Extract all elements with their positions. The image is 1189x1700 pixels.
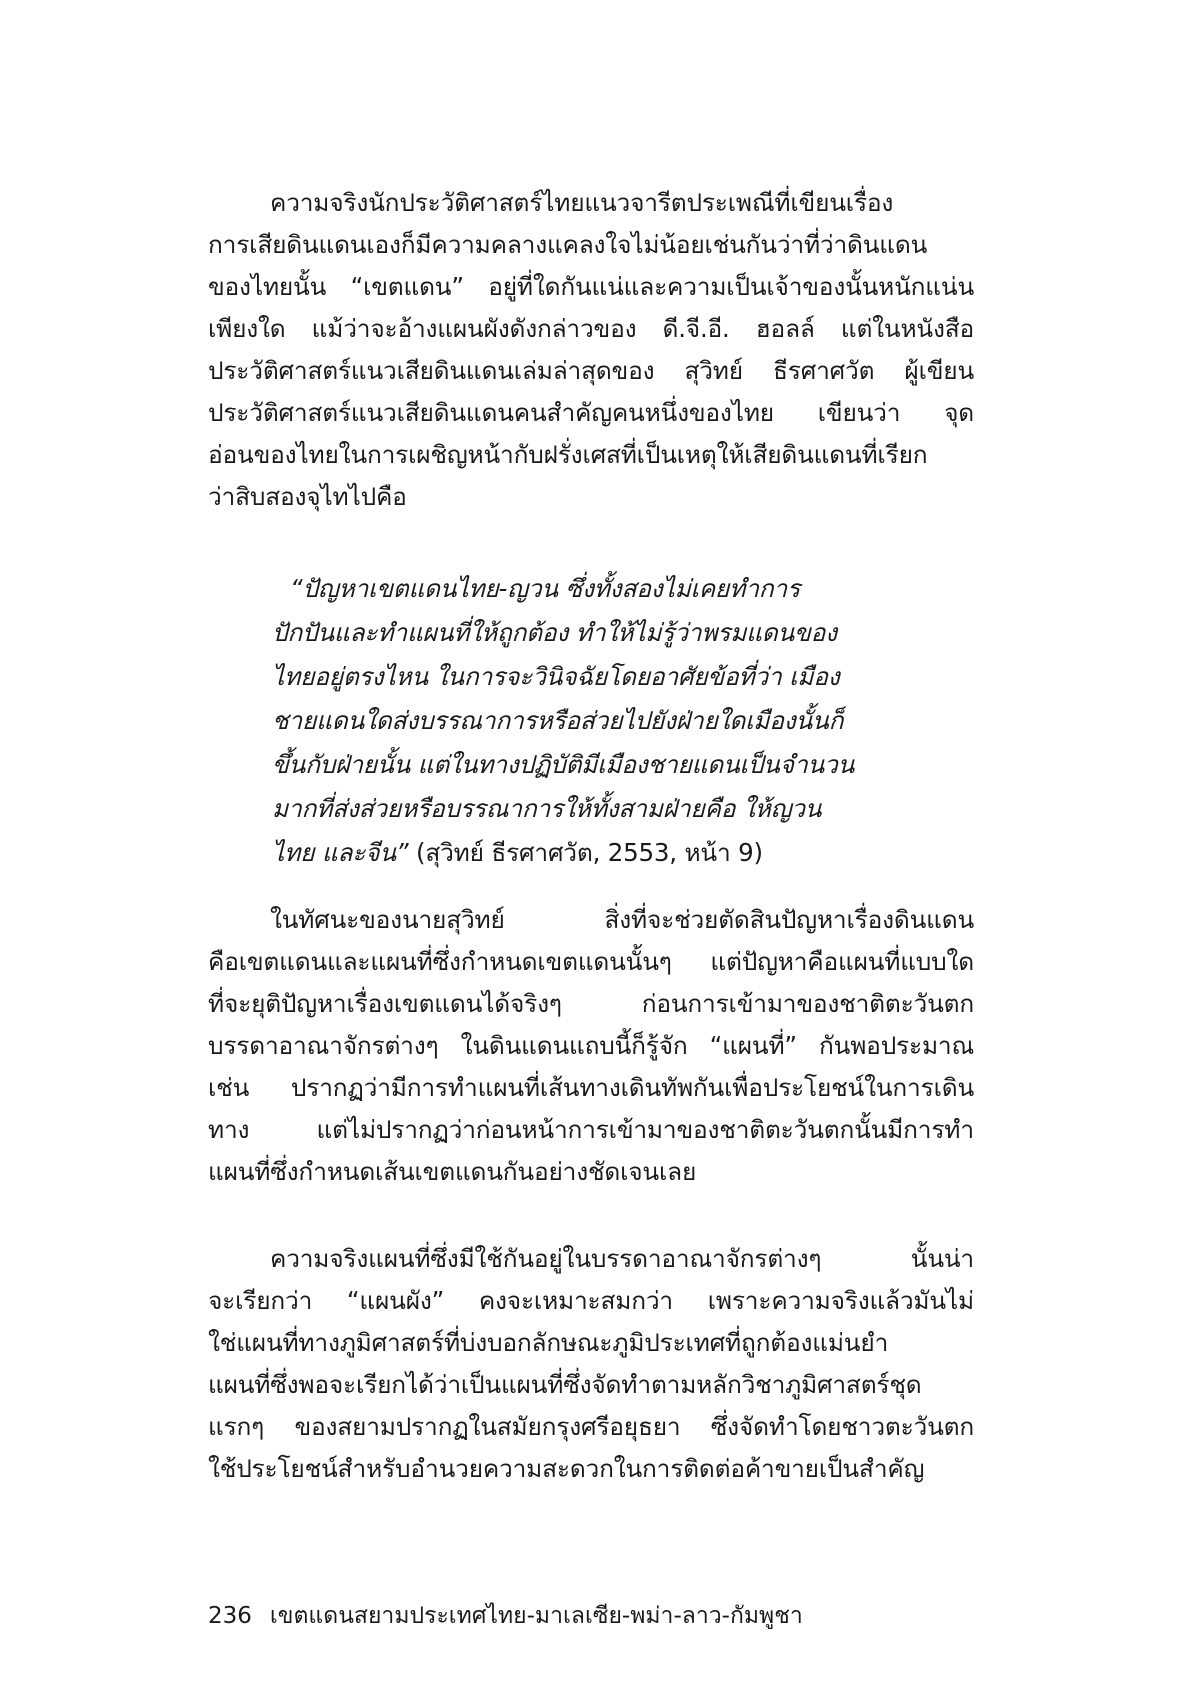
text-line: ว่าสิบสองจุไทไปคือ bbox=[208, 482, 407, 511]
quote-text: ไทย และจีน” bbox=[272, 838, 409, 867]
quote-line: ปักปันและทำแผนที่ให้ถูกต้อง ทำให้ไม่รู้ว่าพรมแดนของ bbox=[272, 618, 837, 647]
quote-line: “ปัญหาเขตแดนไทย-ญวน ซึ่งทั้งสองไม่เคยทำการ bbox=[290, 574, 800, 603]
text-line: เพียงใด แม้ว่าจะอ้างแผนผังดังกล่าวของ ดี.จี.อี. ฮอลล์ แต่ในหนังสือ bbox=[208, 314, 974, 343]
text-line: แผนที่ซึ่งพอจะเรียกได้ว่าเป็นแผนที่ซึ่งจัดทำตามหลักวิชาภูมิศาสตร์ชุด bbox=[208, 1370, 922, 1399]
quote-line: ไทยอยู่ตรงไหน ในการจะวินิจฉัยโดยอาศัยข้อที่ว่า เมือง bbox=[272, 662, 840, 691]
text-line: การเสียดินแดนเองก็มีความคลางแคลงใจไม่น้อยเช่นกันว่าที่ว่าดินแดน bbox=[208, 230, 928, 259]
page-number: 236 bbox=[208, 1603, 252, 1629]
quote-last-line bbox=[272, 831, 902, 875]
text-line: ของไทยนั้น “เขตแดน” อยู่ที่ใดกันแน่และความเป็นเจ้าของนั้นหนักแน่น bbox=[208, 272, 974, 301]
text-line: ใช่แผนที่ทางภูมิศาสตร์ที่บ่งบอกลักษณะภูมิประเทศที่ถูกต้องแม่นยำ bbox=[208, 1328, 889, 1357]
text-line: ทาง แต่ไม่ปรากฏว่าก่อนหน้าการเข้ามาของชาติตะวันตกนั้นมีการทำ bbox=[208, 1115, 974, 1144]
text-line: บรรดาอาณาจักรต่างๆ ในดินแดนแถบนี้ก็รู้จัก “แผนที่” กันพอประมาณ bbox=[208, 1031, 974, 1060]
paragraph-1 bbox=[208, 182, 974, 518]
text-line: อ่อนของไทยในการเผชิญหน้ากับฝรั่งเศสที่เป็นเหตุให้เสียดินแดนที่เรียก bbox=[208, 440, 928, 469]
text-line: คือเขตแดนและแผนที่ซึ่งกำหนดเขตแดนนั้นๆ แต่ปัญหาคือแผนที่แบบใด bbox=[208, 947, 974, 976]
text-line: จะเรียกว่า “แผนผัง” คงจะเหมาะสมกว่า เพราะความจริงแล้วมันไม่ bbox=[208, 1286, 974, 1315]
paragraph-3 bbox=[208, 1238, 974, 1490]
quote-line: มากที่ส่งส่วยหรือบรรณาการให้ทั้งสามฝ่ายคือ ให้ญวน bbox=[272, 794, 822, 823]
text-line: ประวัติศาสตร์แนวเสียดินแดนเล่มล่าสุดของ สุวิทย์ ธีรศาศวัต ผู้เขียน bbox=[208, 356, 974, 385]
quote-citation: (สุวิทย์ ธีรศาศวัต, 2553, หน้า 9) bbox=[408, 838, 763, 867]
text-line: ใช้ประโยชน์สำหรับอำนวยความสะดวกในการติดต่อค้าขายเป็นสำคัญ bbox=[208, 1454, 925, 1483]
text-line: ความจริงนักประวัติศาสตร์ไทยแนวจารีตประเพณีที่เขียนเรื่อง bbox=[270, 188, 894, 217]
paragraph-2 bbox=[208, 899, 974, 1193]
page-footer bbox=[208, 1601, 803, 1631]
text-line: ความจริงแผนที่ซึ่งมีใช้กันอยู่ในบรรดาอาณาจักรต่างๆ นั้นน่า bbox=[270, 1244, 974, 1273]
block-quote bbox=[272, 567, 902, 875]
text-line: เช่น ปรากฏว่ามีการทำแผนที่เส้นทางเดินทัพกันเพื่อประโยชน์ในการเดิน bbox=[208, 1073, 974, 1102]
quote-line: ชายแดนใดส่งบรรณาการหรือส่วยไปยังฝ่ายใดเมืองนั้นก็ bbox=[272, 706, 844, 735]
text-line: ประวัติศาสตร์แนวเสียดินแดนคนสำคัญคนหนึ่งของไทย เขียนว่า จุด bbox=[208, 398, 974, 427]
quote-line: ขึ้นกับฝ่ายนั้น แต่ในทางปฏิบัติมีเมืองชายแดนเป็นจำนวน bbox=[272, 750, 855, 779]
text-line: แผนที่ซึ่งกำหนดเส้นเขตแดนกันอย่างชัดเจนเลย bbox=[208, 1157, 697, 1186]
text-line: แรกๆ ของสยามปรากฏในสมัยกรุงศรีอยุธยา ซึ่งจัดทำโดยชาวตะวันตก bbox=[208, 1412, 974, 1441]
text-line: ในทัศนะของนายสุวิทย์ สิ่งที่จะช่วยตัดสินปัญหาเรื่องดินแดน bbox=[270, 905, 974, 934]
text-line: ที่จะยุติปัญหาเรื่องเขตแดนได้จริงๆ ก่อนการเข้ามาของชาติตะวันตก bbox=[208, 989, 974, 1018]
running-title: เขตแดนสยามประเทศไทย-มาเลเซีย-พม่า-ลาว-กัมพูชา bbox=[269, 1603, 803, 1629]
